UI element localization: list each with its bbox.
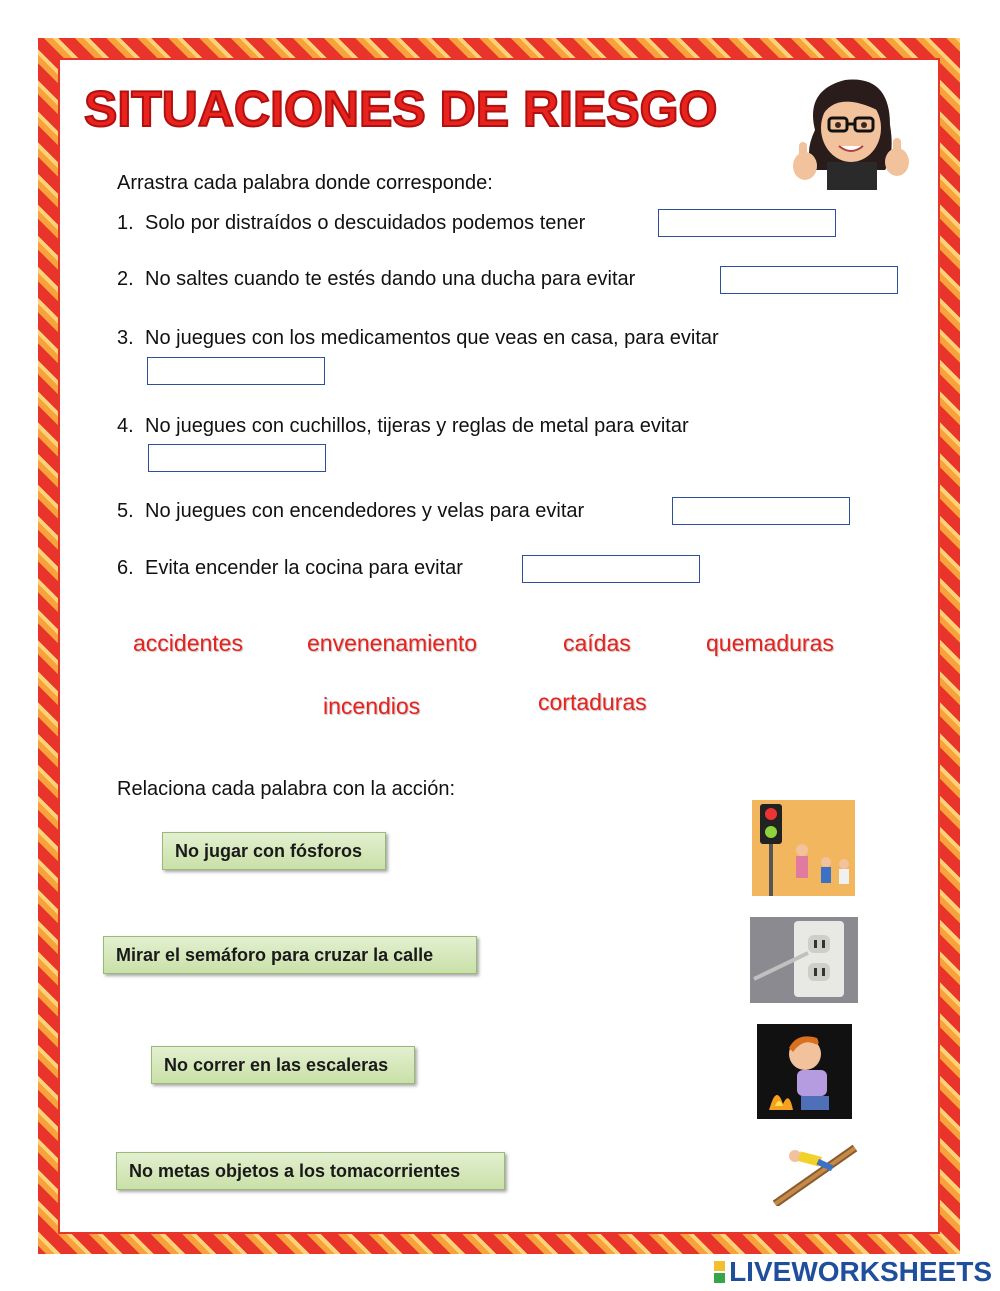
child-falling-stairs-icon[interactable] <box>765 1136 858 1206</box>
traffic-light-crossing-icon[interactable] <box>752 800 855 896</box>
question-4 <box>117 415 689 438</box>
word-envenenamiento[interactable]: envenenamiento <box>307 630 478 656</box>
answer-drop-zone-4[interactable] <box>148 444 326 472</box>
drag-instruction: Arrastra cada palabra donde corresponde: <box>117 172 493 194</box>
word-incendios[interactable]: incendios <box>323 693 421 719</box>
question-text: No saltes cuando te estés dando una ducha para evitar <box>145 268 636 290</box>
answer-drop-zone-2[interactable] <box>720 266 898 294</box>
boy-playing-with-fire-icon[interactable] <box>757 1024 852 1119</box>
teacher-avatar-icon <box>785 70 915 190</box>
question-2 <box>117 268 635 291</box>
word-caidas[interactable]: caídas <box>563 630 631 656</box>
worksheet-title: SITUACIONES DE RIESGO <box>84 81 718 137</box>
answer-drop-zone-6[interactable] <box>522 555 700 583</box>
logo-squares-icon <box>714 1261 725 1283</box>
question-number: 2. <box>117 268 134 290</box>
question-number: 1. <box>117 212 134 234</box>
word-cortaduras[interactable]: cortaduras <box>538 689 647 715</box>
answer-drop-zone-3[interactable] <box>147 357 325 385</box>
question-5 <box>117 500 584 523</box>
match-instruction: Relaciona cada palabra con la acción: <box>117 778 455 800</box>
action-mirar-semaforo[interactable]: Mirar el semáforo para cruzar la calle <box>103 936 477 974</box>
word-accidentes[interactable]: accidentes <box>133 630 243 656</box>
answer-drop-zone-5[interactable] <box>672 497 850 525</box>
question-text: Evita encender la cocina para evitar <box>145 557 463 579</box>
fork-outlet-icon[interactable] <box>750 917 858 1003</box>
question-6 <box>117 557 463 580</box>
logo-text: LIVEWORKSHEETS <box>729 1256 992 1287</box>
question-number: 4. <box>117 415 134 437</box>
question-text: Solo por distraídos o descuidados podemos tener <box>145 212 586 234</box>
question-number: 5. <box>117 500 134 522</box>
answer-drop-zone-1[interactable] <box>658 209 836 237</box>
word-quemaduras[interactable]: quemaduras <box>706 630 834 656</box>
liveworksheets-logo <box>714 1256 992 1288</box>
question-number: 6. <box>117 557 134 579</box>
question-text: No juegues con encendedores y velas para evitar <box>145 500 585 522</box>
question-text: No juegues con cuchillos, tijeras y reglas de metal para evitar <box>145 415 689 437</box>
action-no-metas-objetos[interactable]: No metas objetos a los tomacorrientes <box>116 1152 505 1190</box>
question-text: No juegues con los medicamentos que veas en casa, para evitar <box>145 327 719 349</box>
action-no-jugar-fosforos[interactable]: No jugar con fósforos <box>162 832 386 870</box>
question-number: 3. <box>117 327 134 349</box>
question-3 <box>117 327 719 350</box>
question-1 <box>117 212 585 235</box>
action-no-correr-escaleras[interactable]: No correr en las escaleras <box>151 1046 415 1084</box>
